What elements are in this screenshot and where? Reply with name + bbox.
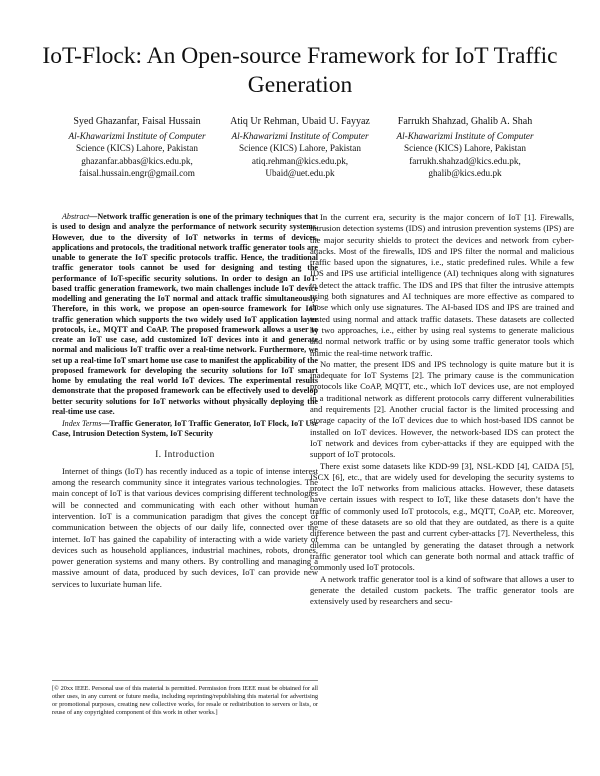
author-email: farrukh.shahzad@kics.edu.pk, — [409, 155, 521, 166]
author-email: atiq.rehman@kics.edu.pk, — [251, 155, 349, 166]
author-affiliation: Al-Khawarizmi Institute of Computer — [68, 130, 206, 141]
author-names: Atiq Ur Rehman, Ubaid U. Fayyaz — [230, 116, 370, 127]
body-paragraph: No matter, the present IDS and IPS technology is quite mature but it is inadequate for IoT Systems [2]. The primary cause is the communication protocols like CoAP, MQTT, etc., which IoT devices use, are not employed in a traditional network as different protocols carry different vulnerabilities and requirements [2]. Another crucial factor is the limited processing and storage capacity of the IoT devices due to which host-based IDS cannot be installed on IoT devices. However, the network-based IDS can protect the IoT network and devices from cyber-attacks if they are equipped with the support of IoT protocols. — [310, 358, 574, 460]
abstract — [52, 212, 318, 417]
abstract-text: —Network traffic generation is one of the primary techniques that is used to design and analyze the performance of network security systems. However, due to the diversity of IoT networks in terms of devices, applications and protocols, the traditional network traffic generator tools are unable to generate the IoT specific protocols traffic. Hence, the traditional traffic generator tools cannot be used for designing and testing the performance of IoT-specific security solutions. In order to design an IoT-based traffic generation framework, two main challenges include IoT device modelling and generating the IoT normal and attack traffic simultaneously. Therefore, in this work, we propose an open-source framework for IoT traffic generation which supports the two widely used IoT application layer protocols, i.e., MQTT and CoAP. The proposed framework allows a user to create an IoT use case, add customized IoT devices into it and generate normal and malicious IoT traffic over a real-time network. Furthermore, we set up a real-time IoT smart home use case to manifest the applicability of the proposed framework for developing the security solutions for IoT smart home by emulating the real world IoT devices. The experimental results demonstrate that the proposed framework can be effectively used to develop better security solutions for IoT networks without physically deploying the real-time use case. — [52, 212, 318, 416]
index-terms-lead: Index Terms — [62, 419, 102, 428]
copyright-footnote: [© 20xx IEEE. Personal use of this material is permitted. Permission from IEEE must be obtained for all other uses, in any current or future media, including reprinting/republishing this material for advertising or promotional purposes, creating new collective works, for resale or redistribution to servers or lists, or reuse of any copyrighted component of this work in other works.] — [52, 680, 318, 717]
author-group-2 — [215, 116, 385, 180]
author-email: faisal.hussain.engr@gmail.com — [79, 168, 195, 179]
body-paragraph: In the current era, security is the major concern of IoT [1]. Firewalls, intrusion detection systems (IDS) and intrusion prevention systems (IPS) are the major security shields to protect the devices and network from cyber-attacks. Most of the firewalls, IDS and IPS filter the normal and malicious traffic based upon the signatures, i.e., static predefined rules. While a few IDS and IPS use artificial intelligence (AI) techniques along with signatures to detect the attack traffic. The IDS and IPS that filter the intrusive attempts using both signatures and AI techniques are more effective as compared to those which only use signatures. The AI-based IDS and IPS are trained and tested using normal and attack traffic datasets. These datasets are collected by two approaches, i.e., either by using real systems to generate malicious and normal network traffic or by using some traffic generator tools which mimic the real-time network traffic. — [310, 212, 574, 358]
author-group-1 — [52, 116, 222, 180]
author-affiliation: Al-Khawarizmi Institute of Computer — [396, 130, 534, 141]
author-organization: Science (KICS) Lahore, Pakistan — [76, 143, 198, 154]
author-names: Syed Ghazanfar, Faisal Hussain — [73, 116, 201, 127]
body-paragraph: A network traffic generator tool is a kind of software that allows a user to generate the detailed custom packets. The traffic generator tools are extensively used by researchers and secu- — [310, 573, 574, 607]
author-organization: Science (KICS) Lahore, Pakistan — [404, 143, 526, 154]
author-names: Farrukh Shahzad, Ghalib A. Shah — [397, 116, 533, 127]
author-email: ghazanfar.abbas@kics.edu.pk, — [81, 155, 193, 166]
author-email: ghalib@kics.edu.pk — [428, 168, 502, 179]
paper-title: IoT-Flock: An Open-source Framework for IoT Traffic Generation — [42, 43, 558, 98]
left-column — [52, 212, 318, 590]
index-terms-text: —Traffic Generator, IoT Traffic Generator, IoT Flock, IoT Use Case, Intrusion Detection System, IoT Security — [52, 419, 319, 439]
author-email: Ubaid@uet.edu.pk — [265, 168, 335, 179]
body-paragraph: There exist some datasets like KDD-99 [3], NSL-KDD [4], CAIDA [5], ISCX [6], etc., that are widely used for developing the security systems to protect the IoT networks from malicious attacks. However, these datasets have certain issues with respect to IoT, like these datasets don’t have the traffic of commonly used IoT protocols, e.g., MQTT, CoAP, etc. Moreover, some of these datasets are so old that they are outdated, as there is a quite difference between the past and current cyber-attacks [7]. Nevertheless, this dilemma can be untangled by generating the dataset through a network traffic generator tool which can generate both normal and attack traffic of commonly used IoT protocols. — [310, 460, 574, 573]
index-terms — [52, 419, 318, 440]
body-paragraph: Internet of things (IoT) has recently induced as a topic of intense interest among the research community since it integrates various technologies. The main concept of IoT is that various devices comprising different technologies will be connected and communicating with each other without human intervention. IoT is a communication paradigm that gives the concept of communication between the objects of our daily life, connected over the internet. IoT has gained the capability of interacting with a wide variety of devices such as household appliances, industrial machines, robots, drones, power generation systems and many others. By controlling and managing a massive amount of data, produced by such devices, IoT can provide new services to luxuriate human life. — [52, 465, 318, 589]
author-group-3 — [380, 116, 550, 180]
right-column — [310, 212, 574, 607]
abstract-lead: Abstract — [62, 212, 90, 221]
author-organization: Science (KICS) Lahore, Pakistan — [239, 143, 361, 154]
section-heading: I. Introduction — [155, 448, 215, 459]
author-affiliation: Al-Khawarizmi Institute of Computer — [231, 130, 369, 141]
